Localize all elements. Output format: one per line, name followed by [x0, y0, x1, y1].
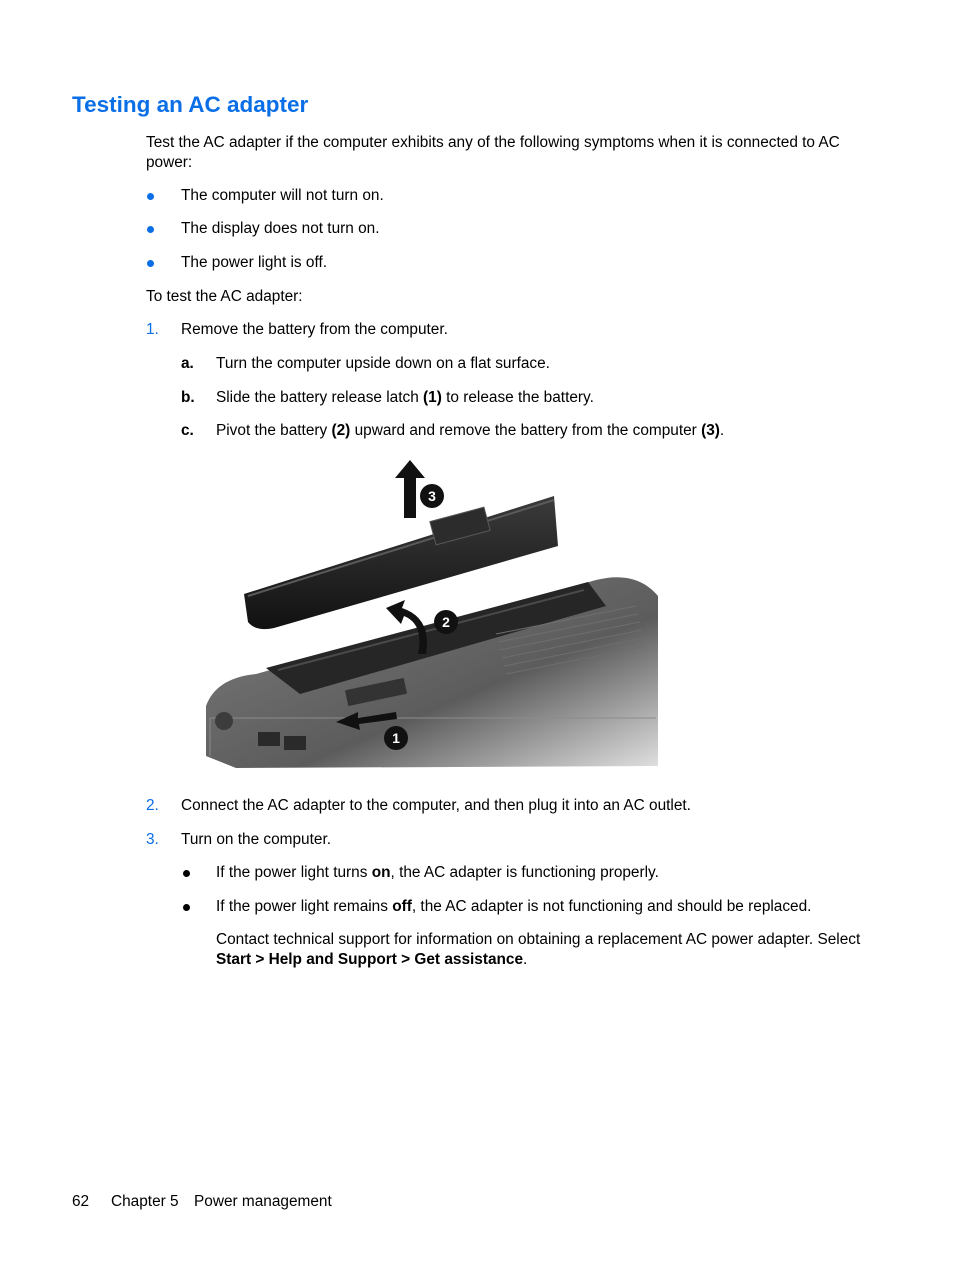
- bullet-item-off: If the power light remains off, the AC adapter is not functioning and should be replaced.: [216, 898, 812, 915]
- symptom-item-3: The power light is off.: [181, 254, 328, 271]
- step-number: 2.: [146, 797, 159, 814]
- substep-text: Slide the battery release latch (1) to release the battery.: [216, 389, 594, 406]
- callout-label: 3: [428, 488, 436, 504]
- step-text: Remove the battery from the computer.: [181, 321, 448, 338]
- substep-text: Pivot the battery (2) upward and remove the battery from the computer (3).: [216, 422, 725, 439]
- callout-3: [420, 484, 444, 508]
- page-number: 62: [72, 1193, 90, 1210]
- battery-removal-illustration: [196, 456, 666, 776]
- symptom-item-2: The display does not turn on.: [181, 220, 380, 237]
- bullet-icon: [147, 226, 154, 233]
- step-text: Connect the AC adapter to the computer, and then plug it into an AC outlet.: [181, 797, 691, 814]
- callout-label: 2: [442, 614, 450, 630]
- bullet-item-on: If the power light turns on, the AC adapter is functioning properly.: [216, 864, 659, 881]
- step-number: 3.: [146, 831, 159, 848]
- callout-label: 1: [392, 730, 400, 746]
- substep-letter: a.: [181, 355, 194, 372]
- bullet-icon: [147, 193, 154, 200]
- symptom-item-1: The computer will not turn on.: [181, 187, 384, 204]
- contact-support-note: Contact technical support for information on obtaining a replacement AC power adapter. Select Start > Help and Support > Get assistance.: [216, 931, 861, 968]
- bullet-icon: [183, 870, 190, 877]
- callout-2: [434, 610, 458, 634]
- step-number: 1.: [146, 321, 159, 338]
- up-arrow-icon: [395, 460, 425, 518]
- substep-letter: b.: [181, 389, 195, 406]
- page-title: Testing an AC adapter: [72, 92, 309, 117]
- bullet-icon: [183, 904, 190, 911]
- intro-paragraph: Test the AC adapter if the computer exhibits any of the following symptoms when it is connected to AC power:: [146, 134, 840, 171]
- chapter-label: Chapter 5: [111, 1193, 179, 1210]
- bullet-icon: [147, 260, 154, 267]
- substep-letter: c.: [181, 422, 194, 439]
- step-text: Turn on the computer.: [181, 831, 331, 848]
- section-label: Power management: [194, 1193, 332, 1210]
- callout-1: [384, 726, 408, 750]
- procedure-intro: To test the AC adapter:: [146, 288, 303, 305]
- substep-text: Turn the computer upside down on a flat surface.: [216, 355, 550, 372]
